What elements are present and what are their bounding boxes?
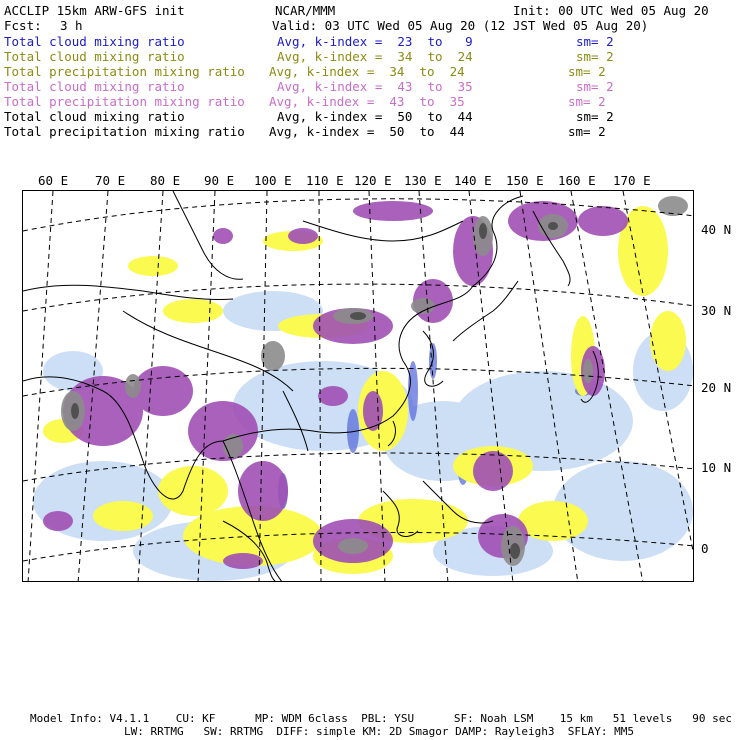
legend-field: Total precipitation mixing ratio [4, 94, 245, 109]
legend-avg: Avg, k-index = 34 to 24 [269, 64, 465, 79]
longitude-label: 150 E [506, 173, 544, 188]
forecast-map [22, 190, 694, 582]
valid-time: Valid: 03 UTC Wed 05 Aug 20 (12 JST Wed 05 Aug 20) [272, 18, 649, 33]
longitude-label: 130 E [404, 173, 442, 188]
latitude-label: 20 N [701, 380, 732, 395]
legend-field: Total precipitation mixing ratio [4, 64, 245, 79]
plot-title: ACCLIP 15km ARW-GFS init [4, 3, 185, 18]
cloud-fields [33, 196, 693, 581]
legend-sm: sm= 2 [576, 49, 614, 64]
legend-sm: sm= 2 [576, 79, 614, 94]
legend-sm: sm= 2 [568, 64, 606, 79]
latitude-label: 30 N [701, 303, 732, 318]
legend-field: Total cloud mixing ratio [4, 49, 185, 64]
longitude-label: 160 E [558, 173, 596, 188]
legend-avg: Avg, k-index = 43 to 35 [277, 79, 473, 94]
longitude-label: 120 E [354, 173, 392, 188]
longitude-label: 80 E [150, 173, 181, 188]
longitude-label: 100 E [254, 173, 292, 188]
model-info-line2: LW: RRTMG SW: RRTMG DIFF: simple KM: 2D Smagor DAMP: Rayleigh3 SFLAY: MM5 [124, 725, 634, 738]
longitude-label: 70 E [95, 173, 126, 188]
longitude-label: 60 E [38, 173, 69, 188]
legend-sm: sm= 2 [568, 124, 606, 139]
longitude-label: 110 E [306, 173, 344, 188]
latitude-label: 10 N [701, 460, 732, 475]
legend-sm: sm= 2 [568, 94, 606, 109]
legend-avg: Avg, k-index = 23 to 9 [277, 34, 473, 49]
legend-field: Total cloud mixing ratio [4, 79, 185, 94]
map-canvas [23, 191, 694, 582]
legend-field: Total cloud mixing ratio [4, 34, 185, 49]
model-info-line1: Model Info: V4.1.1 CU: KF MP: WDM 6class PBL: YSU SF: Noah LSM 15 km 51 levels 90 sec [30, 712, 732, 725]
init-time: Init: 00 UTC Wed 05 Aug 20 [513, 3, 709, 18]
organization-label: NCAR/MMM [275, 3, 336, 18]
forecast-hour: 3 h [60, 18, 83, 33]
legend-field: Total precipitation mixing ratio [4, 124, 245, 139]
legend-avg: Avg, k-index = 34 to 24 [277, 49, 473, 64]
legend-avg: Avg, k-index = 50 to 44 [269, 124, 465, 139]
legend-avg: Avg, k-index = 43 to 35 [269, 94, 465, 109]
forecast-label: Fcst: [4, 18, 42, 33]
legend-avg: Avg, k-index = 50 to 44 [277, 109, 473, 124]
legend-sm: sm= 2 [576, 109, 614, 124]
latitude-label: 40 N [701, 222, 732, 237]
legend-sm: sm= 2 [576, 34, 614, 49]
longitude-label: 170 E [613, 173, 651, 188]
latitude-label: 0 [701, 541, 709, 556]
longitude-label: 90 E [204, 173, 235, 188]
longitude-label: 140 E [454, 173, 492, 188]
legend-field: Total cloud mixing ratio [4, 109, 185, 124]
